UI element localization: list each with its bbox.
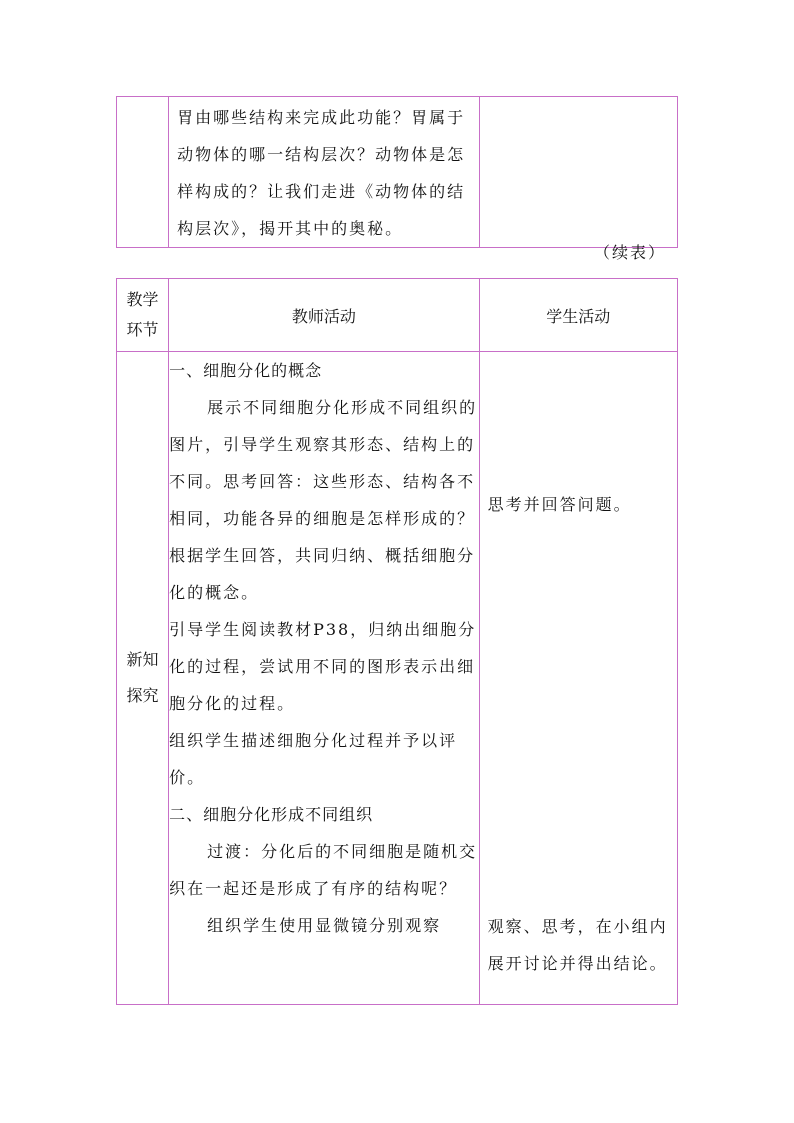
previous-section-row: [117, 97, 678, 248]
teacher-paragraph-6: 组织学生使用显微镜分别观察: [207, 916, 442, 935]
section-heading-2: 二、细胞分化形成不同组织: [169, 805, 374, 824]
previous-stage-cell: [117, 97, 169, 248]
header-student-activity: 学生活动: [546, 306, 611, 326]
teacher-paragraph-2: 根据学生回答，共同归纳、概括细胞分化的概念。: [169, 546, 476, 602]
stage-line1: 新知: [126, 650, 159, 669]
header-stage-cell: [117, 279, 169, 352]
section-heading-1: 一、细胞分化的概念: [169, 361, 323, 380]
student-activity-2: 观察、思考，在小组内展开讨论并得出结论。: [487, 917, 668, 973]
header-stage-line1: 教学: [126, 290, 159, 309]
previous-student-cell: [479, 97, 677, 248]
header-teacher-cell: [169, 279, 480, 352]
header-teacher-activity: 教师活动: [291, 306, 356, 326]
continued-label: （续表）: [593, 243, 666, 262]
previous-teacher-cell: [169, 97, 480, 248]
teacher-activity-cell: [169, 352, 480, 1005]
stage-line2: 探究: [126, 686, 159, 705]
stage-cell: [117, 352, 169, 1005]
previous-section-table: [116, 96, 678, 248]
teacher-paragraph-4: 组织学生描述细胞分化过程并予以评价。: [169, 731, 458, 787]
teacher-paragraph-3: 引导学生阅读教材P38，归纳出细胞分化的过程，尝试用不同的图形表示出细胞分化的过程。: [169, 620, 477, 713]
lesson-table: [116, 278, 678, 1005]
header-student-cell: [479, 279, 677, 352]
teacher-paragraph-5: [169, 833, 479, 907]
previous-teacher-text: 胃由哪些结构来完成此功能？胃属于动物体的哪一结构层次？动物体是怎样构成的？让我们走进《动物体的结构层次》，揭开其中的奥秘。: [177, 108, 466, 238]
header-stage-line2: 环节: [126, 320, 159, 339]
student-activity-cell: [479, 352, 677, 1005]
teacher-paragraph-1: 展示不同细胞分化形成不同组织的图片，引导学生观察其形态、结构上的不同。思考回答：这些形态、结构各不相同，功能各异的细胞是怎样形成的？: [169, 398, 478, 528]
transition-label: 过渡：: [207, 842, 262, 861]
transition-text: 分化后的不同细胞是随机交织在一起还是形成了有序的结构呢？: [169, 842, 478, 898]
student-activity-1: 思考并回答问题。: [487, 495, 632, 514]
table-row: [117, 352, 678, 1005]
table-header-row: [117, 279, 678, 352]
